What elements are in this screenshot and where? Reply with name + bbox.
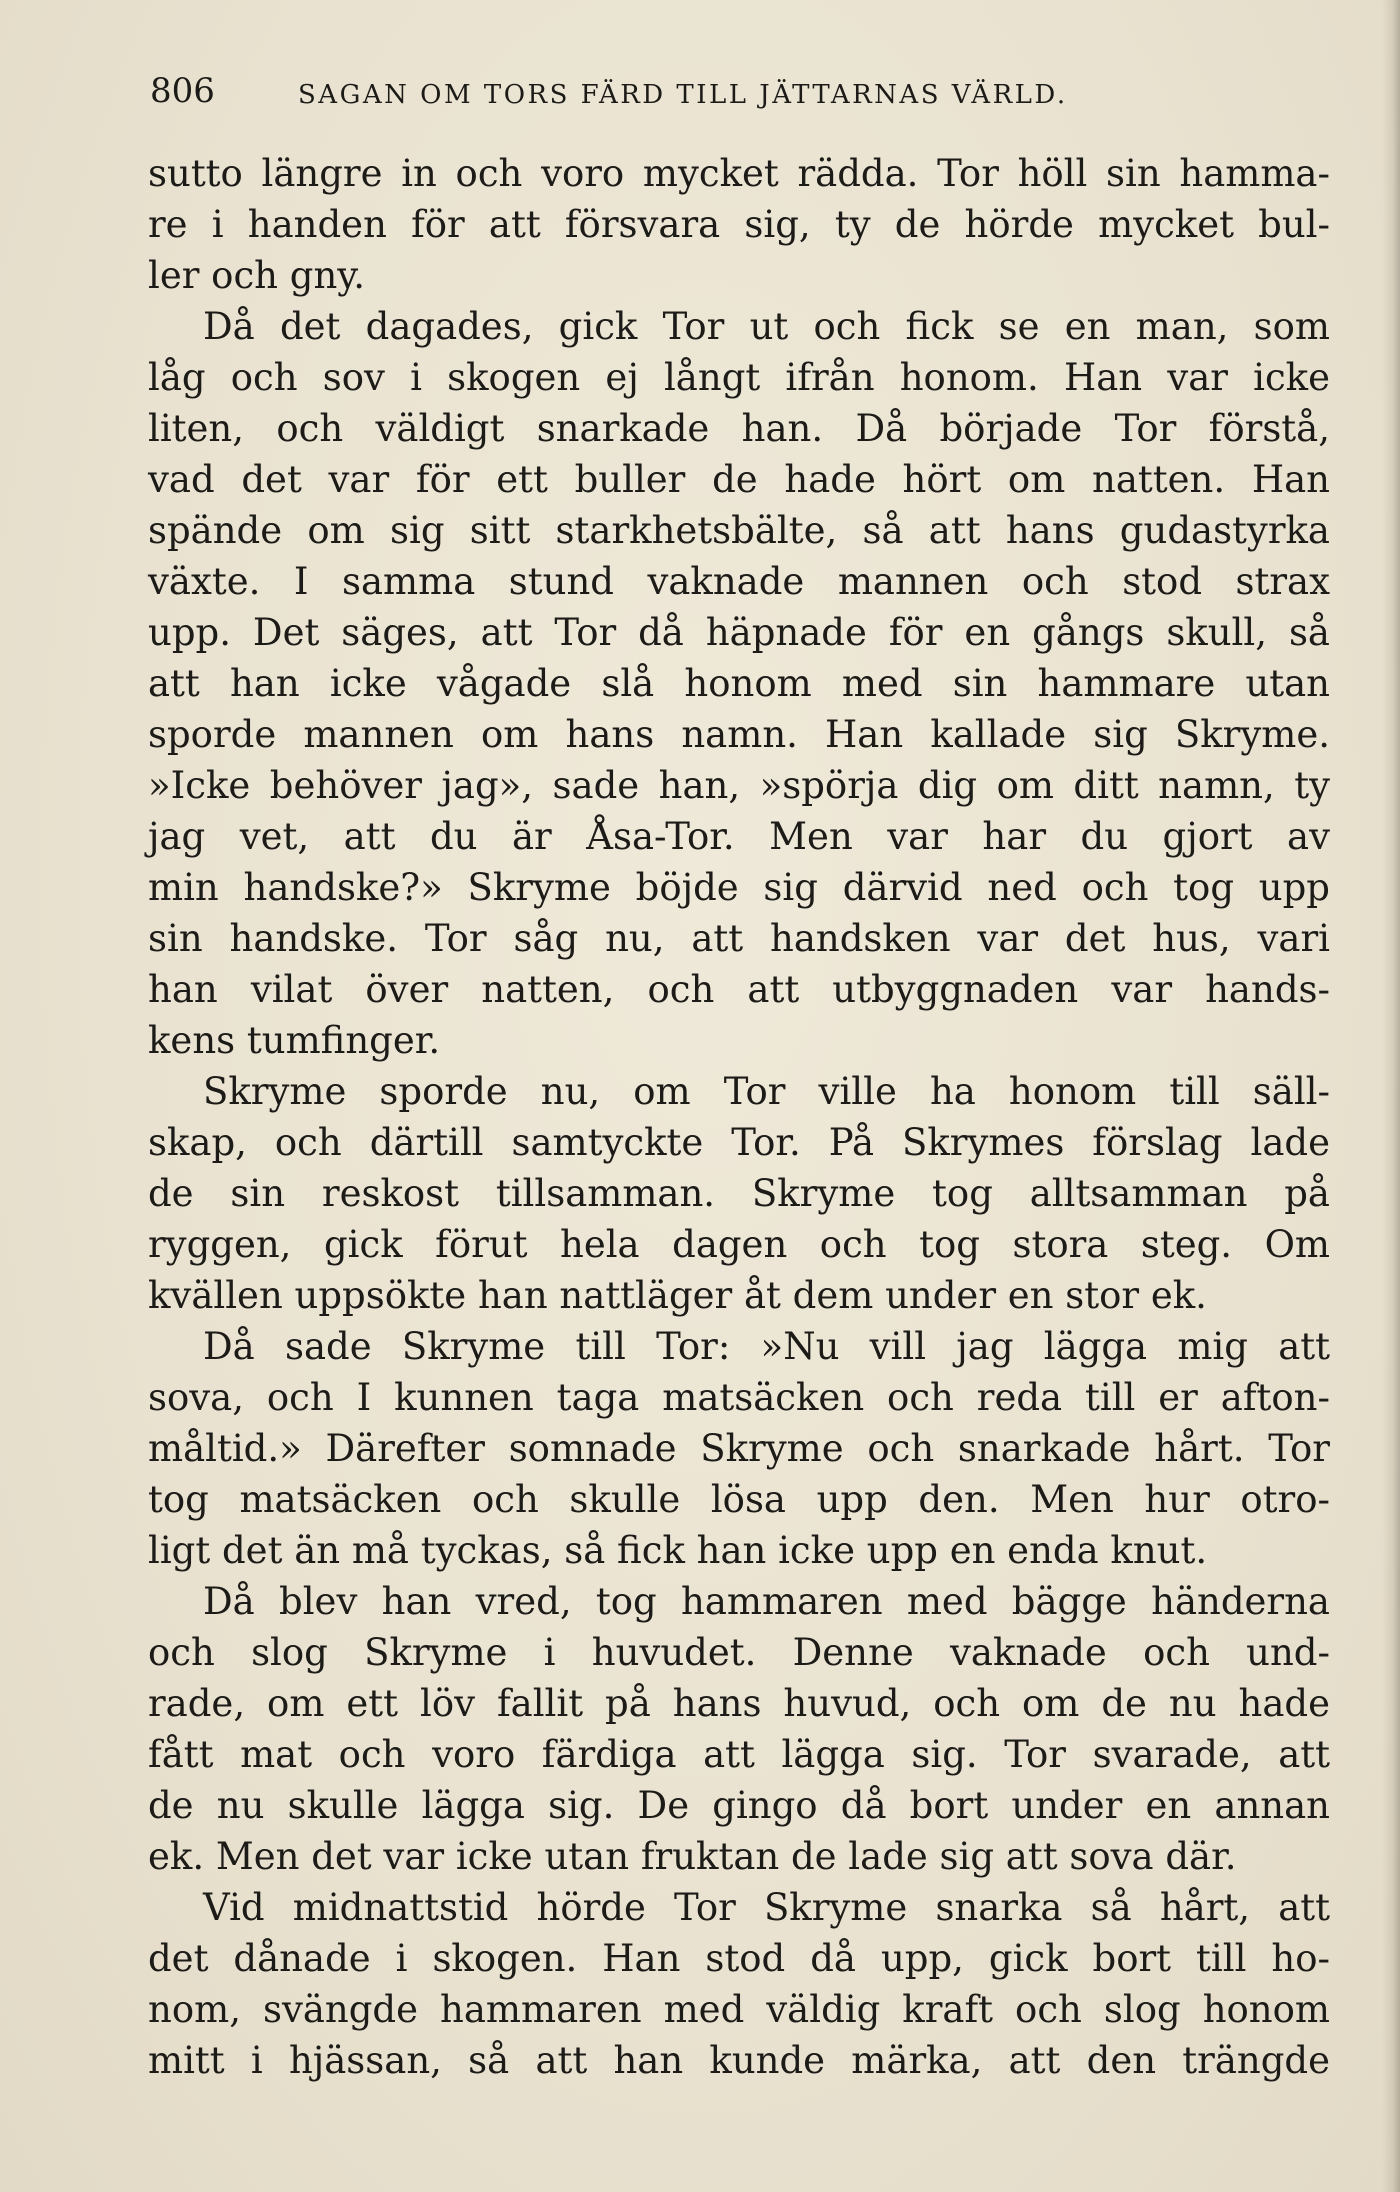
text-line: ryggen, gick förut hela dagen och tog stora steg. Om [148,1223,1330,1266]
text-line: spände om sig sitt starkhetsbälte, så att hans gudastyrka [148,509,1330,552]
text-line: de nu skulle lägga sig. De gingo då bort under en annan [148,1784,1330,1827]
text-line: min handske?» Skryme böjde sig därvid ned och tog upp [148,866,1330,909]
text-line: måltid.» Därefter somnade Skryme och snarkade hårt. Tor [148,1427,1330,1470]
page-number: 806 [150,71,215,111]
text-line: de sin reskost tillsamman. Skryme tog alltsamman på [148,1172,1330,1215]
text-line: sin handske. Tor såg nu, att handsken var det hus, vari [148,917,1330,960]
text-line: sova, och I kunnen taga matsäcken och reda till er afton- [148,1376,1330,1419]
text-line: skap, och därtill samtyckte Tor. På Skrymes förslag lade [148,1121,1330,1164]
text-line: Då sade Skryme till Tor: »Nu vill jag lägga mig att [203,1325,1330,1368]
page-header [150,66,1330,116]
text-line: ler och gny. [148,254,366,297]
text-line: kvällen uppsökte han nattläger åt dem under en stor ek. [148,1274,1207,1317]
running-title: SAGAN OM TORS FÄRD TILL JÄTTARNAS VÄRLD. [298,80,1068,110]
text-line: han vilat över natten, och att utbyggnaden var hands- [148,968,1330,1011]
text-line: re i handen för att försvara sig, ty de hörde mycket bul- [148,203,1330,246]
text-line: Vid midnattstid hörde Tor Skryme snarka så hårt, att [203,1886,1330,1929]
text-line: och slog Skryme i huvudet. Denne vaknade och und- [148,1631,1330,1674]
text-line: fått mat och voro färdiga att lägga sig. Tor svarade, att [148,1733,1330,1776]
text-line: kens tumfinger. [148,1019,441,1062]
text-line: tog matsäcken och skulle lösa upp den. Men hur otro- [148,1478,1330,1521]
text-line: att han icke vågade slå honom med sin hammare utan [148,662,1330,705]
text-line: växte. I samma stund vaknade mannen och stod strax [148,560,1330,603]
body-text [148,148,1330,2086]
text-line: liten, och väldigt snarkade han. Då började Tor förstå, [148,407,1330,450]
text-line: nom, svängde hammaren med väldig kraft och slog honom [148,1988,1330,2031]
text-line: upp. Det säges, att Tor då häpnade för en gångs skull, så [148,611,1330,654]
text-line: det dånade i skogen. Han stod då upp, gick bort till ho- [148,1937,1330,1980]
text-line: jag vet, att du är Åsa-Tor. Men var har du gjort av [148,815,1330,858]
text-line: mitt i hjässan, så att han kunde märka, att den trängde [148,2039,1330,2082]
page-edge-shadow [1382,0,1400,2192]
text-line: »Icke behöver jag», sade han, »spörja dig om ditt namn, ty [148,764,1330,807]
text-line: Då blev han vred, tog hammaren med bägge händerna [203,1580,1330,1623]
text-line: rade, om ett löv fallit på hans huvud, och om de nu hade [148,1682,1330,1725]
text-line: sutto längre in och voro mycket rädda. Tor höll sin hamma- [148,152,1330,195]
text-line: ek. Men det var icke utan fruktan de lade sig att sova där. [148,1835,1237,1878]
text-line: Då det dagades, gick Tor ut och fick se en man, som [203,305,1330,348]
text-line: låg och sov i skogen ej långt ifrån honom. Han var icke [148,356,1330,399]
text-line: sporde mannen om hans namn. Han kallade sig Skryme. [148,713,1330,756]
text-line: Skryme sporde nu, om Tor ville ha honom till säll- [203,1070,1330,1113]
text-line: vad det var för ett buller de hade hört om natten. Han [148,458,1330,501]
text-line: ligt det än må tyckas, så fick han icke upp en enda knut. [148,1529,1208,1572]
